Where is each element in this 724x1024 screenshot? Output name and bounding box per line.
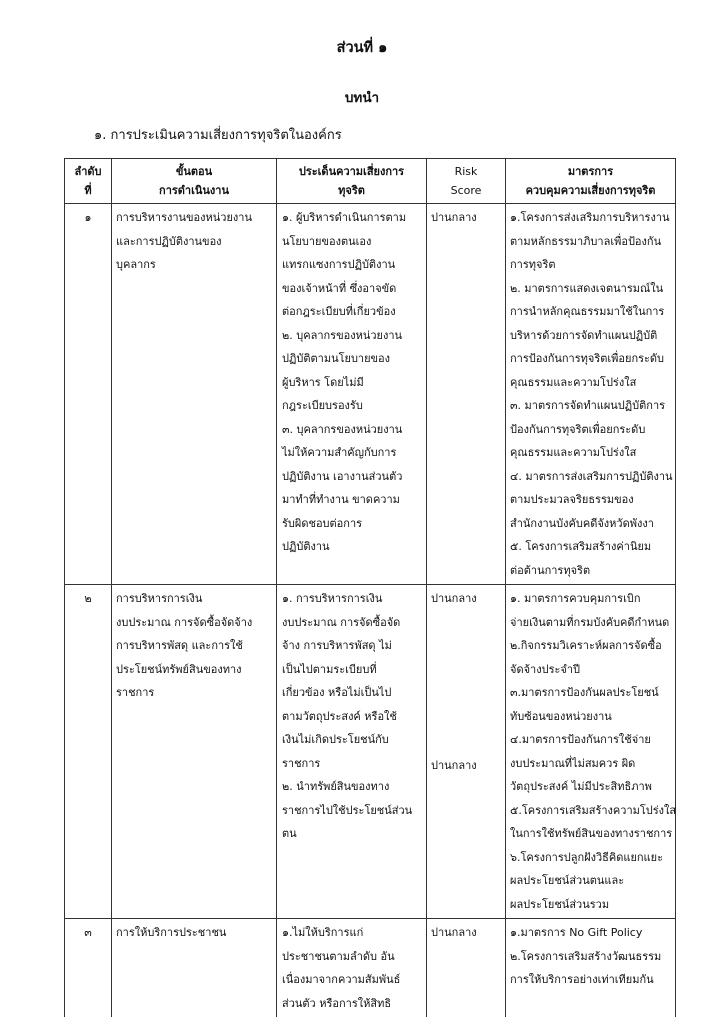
cell-score: ปานกลาง: [427, 919, 506, 1018]
cell-score: ปานกลาง ปานกลาง: [427, 585, 506, 919]
cell-risk: ๑. ผู้บริหารดำเนินการตาม นโยบายของตนเอง แทรกแซงการปฏิบัติงาน ของเจ้าหน้าที่ ซึ่งอาจขัด ต่อกฎระเบียบที่เกี่ยวข้อง ๒. บุคลากรของหน่วยงาน ปฏิบัติตามนโยบายของ ผู้บริหาร โดยไม่มี กฎระเบียบรองรับ ๓. บุคลากรของหน่วยงาน ไม่ให้ความสำคัญกับการ ปฏิบัติงาน เอางานส่วนตัว มาทำที่ทำงาน ขาดความ รับผิดชอบต่อการ ปฏิบัติงาน: [277, 204, 427, 585]
risk-assessment-table: [64, 158, 676, 1017]
table-header-row: [65, 159, 676, 204]
section-title: ๑. การประเมินความเสี่ยงการทุจริตในองค์กร: [94, 128, 342, 143]
cell-measures: ๑. มาตรการควบคุมการเบิก จ่ายเงินตามที่กรมบังคับคดีกำหนด ๒.กิจกรรมวิเคราะห์ผลการจัดซื้อ จัดจ้างประจำปี ๓.มาตรการป้องกันผลประโยชน์ ทับซ้อนของหน่วยงาน ๔.มาตรการป้องกันการใช้จ่าย งบประมาณที่ไม่สมควร ผิด วัตถุประสงค์ ไม่มีประสิทธิภาพ ๕.โครงการเสริมสร้างความโปร่งใส ในการใช้ทรัพย์สินของทางราชการ ๖.โครงการปลูกฝังวิธีคิดแยกแยะ ผลประโยชน์ส่วนตนและ ผลประโยชน์ส่วนรวม: [506, 585, 676, 919]
table-row: [65, 919, 676, 1018]
cell-score: ปานกลาง: [427, 204, 506, 585]
cell-measures: ๑.โครงการส่งเสริมการบริหารงาน ตามหลักธรรมาภิบาลเพื่อป้องกัน การทุจริต ๒. มาตรการแสดงเจตนารมณ์ใน การนำหลักคุณธรรมมาใช้ในการ บริหารด้วยการจัดทำแผนปฏิบัติ การป้องกันการทุจริตเพื่อยกระดับ คุณธรรมและความโปร่งใส ๓. มาตรการจัดทำแผนปฏิบัติการ ป้องกันการทุจริตเพื่อยกระดับ คุณธรรมและความโปร่งใส ๔. มาตรการส่งเสริมการปฏิบัติงาน ตามประมวลจริยธรรมของ สำนักงานบังคับคดีจังหวัดพังงา ๕. โครงการเสริมสร้างค่านิยม ต่อต้านการทุจริต: [506, 204, 676, 585]
table-row: [65, 204, 676, 585]
cell-measures: ๑.มาตรการ No Gift Policy ๒.โครงการเสริมสร้างวัฒนธรรม การให้บริการอย่างเท่าเทียมกัน: [506, 919, 676, 1018]
cell-risk: ๑.ไม่ให้บริการแก่ ประชาชนตามลำดับ อัน เนื่องมาจากความสัมพันธ์ ส่วนตัว หรือการให้สิทธิ: [277, 919, 427, 1018]
header-step: ขั้นตอน การดำเนินงาน: [112, 159, 277, 204]
cell-step: การบริหารงานของหน่วยงาน และการปฏิบัติงานของ บุคลากร: [112, 204, 277, 585]
intro-title: บทนำ: [344, 90, 380, 106]
header-measures: มาตรการ ควบคุมความเสี่ยงการทุจริต: [506, 159, 676, 204]
header-risk: ประเด็นความเสี่ยงการ ทุจริต: [277, 159, 427, 204]
header-order: ลำดับ ที่: [65, 159, 112, 204]
cell-order: ๒: [65, 585, 112, 919]
cell-order: ๓: [65, 919, 112, 1018]
header-score: Risk Score: [427, 159, 506, 204]
cell-risk: ๑. การบริหารการเงิน งบประมาณ การจัดซื้อจัด จ้าง การบริหารพัสดุ ไม่ เป็นไปตามระเบียบที่ เกี่ยวข้อง หรือไม่เป็นไป ตามวัตถุประสงค์ หรือใช้ เงินไม่เกิดประโยชน์กับ ราชการ ๒. นำทรัพย์สินของทาง ราชการไปใช้ประโยชน์ส่วน ตน: [277, 585, 427, 919]
table-row: [65, 585, 676, 919]
cell-order: ๑: [65, 204, 112, 585]
cell-step: การให้บริการประชาชน: [112, 919, 277, 1018]
cell-step: การบริหารการเงิน งบประมาณ การจัดซื้อจัดจ้าง การบริหารพัสดุ และการใช้ ประโยชน์ทรัพย์สินของทาง ราชการ: [112, 585, 277, 919]
part-title: ส่วนที่ ๑: [336, 40, 388, 56]
